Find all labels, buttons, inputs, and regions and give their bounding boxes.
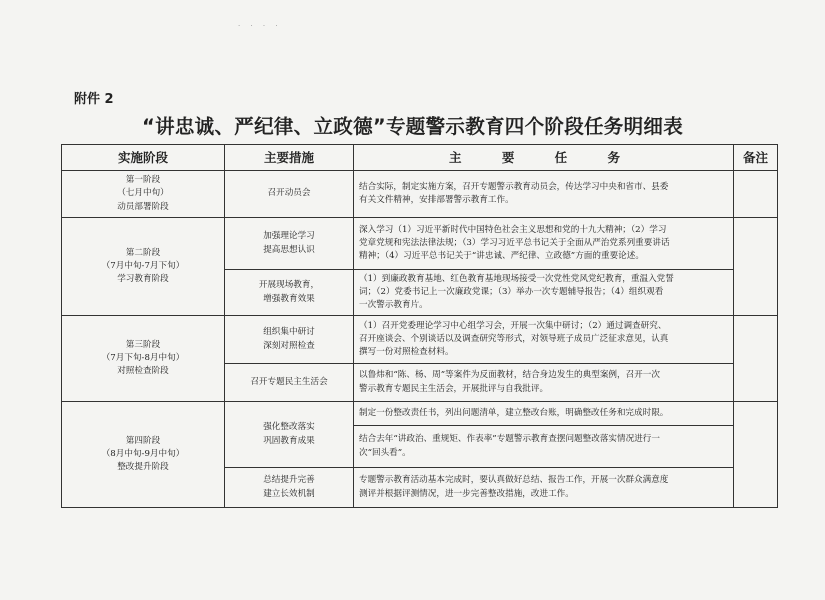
- task-line: 一次警示教育片。: [359, 300, 428, 311]
- measure-line: 加强理论学习: [263, 231, 315, 242]
- task-line: 专题警示教育活动基本完成时，要认真做好总结、报告工作，开展一次群众满意度: [359, 475, 669, 486]
- stage-cell: [62, 402, 225, 508]
- stage-line: 第四阶段: [125, 435, 161, 446]
- task-line: 召开座谈会、个别谈话以及调查研究等形式，对领导班子成员广泛征求意见，认真: [359, 333, 669, 344]
- task-cell: [354, 171, 734, 218]
- task-cell: [354, 316, 734, 364]
- task-line: 结合去年“讲政治、重规矩、作表率”专题警示教育查摆问题整改落实情况进行一: [359, 434, 660, 445]
- table-row: [62, 171, 778, 218]
- measure-line: 组织集中研讨: [263, 327, 315, 338]
- task-line: 次“回头看”。: [359, 447, 411, 458]
- note-cell: [734, 402, 778, 508]
- measure-line: 开展现场教育，: [258, 280, 320, 291]
- task-cell: [354, 364, 734, 402]
- measure-line: 建立长效机制: [263, 488, 315, 499]
- stage-line: 整改提升阶段: [117, 462, 169, 473]
- measure-line: 提高思想认识: [263, 244, 315, 255]
- column-header-notes: 备注: [734, 145, 778, 171]
- column-header-tasks: 主 要 任 务: [354, 145, 734, 171]
- task-line: 警示教育专题民主生活会，开展批评与自我批评。: [359, 383, 549, 394]
- table-row: [62, 402, 778, 426]
- stage-line: 第三阶段: [125, 339, 161, 350]
- measure-line: 总结提升完善: [263, 475, 315, 486]
- measure-line: 召开专题民主生活会: [250, 376, 328, 387]
- task-table: [61, 144, 778, 508]
- measure-cell: [225, 316, 354, 364]
- table-row: [62, 316, 778, 364]
- task-line: 词；（2）党委书记上一次廉政党课；（3）举办一次专题辅导报告；（4）组织观看: [359, 286, 664, 297]
- measure-cell: [225, 270, 354, 316]
- measure-line: 巩固教育成果: [263, 435, 315, 446]
- column-header-measures: 主要措施: [225, 145, 354, 171]
- task-cell: [354, 402, 734, 426]
- stage-line: （7月中旬-7月下旬）: [101, 260, 185, 271]
- task-line: （1）到廉政教育基地、红色教育基地现场接受一次党性党风党纪教育，重温入党誓: [359, 273, 674, 284]
- measure-line: 增强教育效果: [263, 293, 315, 304]
- measure-cell: [225, 218, 354, 270]
- note-cell: [734, 316, 778, 402]
- task-line: 制定一份整改责任书，列出问题清单，建立整改台账，明确整改任务和完成时限。: [359, 407, 669, 418]
- stage-cell: [62, 316, 225, 402]
- task-line: 以鲁炜和“陈、杨、周”等案件为反面教材，结合身边发生的典型案例，召开一次: [359, 370, 660, 381]
- page-title: “讲忠诚、严纪律、立政德”专题警示教育四个阶段任务明细表: [141, 115, 684, 138]
- task-line: （1）召开党委理论学习中心组学习会，开展一次集中研讨；（2）通过调查研究、: [359, 320, 667, 331]
- column-header-stage: 实施阶段: [62, 145, 225, 171]
- task-line: 撰写一份对照检查材料。: [359, 347, 454, 358]
- task-line: 党章党规和宪法法律法规；（3）学习习近平总书记关于全面从严治党系列重要讲话: [359, 237, 670, 248]
- stage-line: 动员部署阶段: [117, 201, 169, 212]
- stage-line: （七月中旬）: [117, 188, 169, 199]
- measure-cell: [225, 468, 354, 508]
- measure-cell: [225, 402, 354, 468]
- measure-line: 强化整改落实: [263, 422, 315, 433]
- stage-line: （8月中旬-9月中旬）: [101, 448, 185, 459]
- measure-cell: [225, 171, 354, 218]
- note-cell: [734, 218, 778, 316]
- task-line: 有关文件精神，安排部署警示教育工作。: [359, 195, 514, 205]
- task-line: 精神；（4）习近平总书记关于“讲忠诚、严纪律、立政德”方面的重要论述。: [359, 251, 644, 262]
- task-cell: [354, 270, 734, 316]
- task-line: 测评并根据评测情况，进一步完善整改措施，改进工作。: [359, 488, 574, 499]
- task-cell: [354, 468, 734, 508]
- stage-line: （7月下旬-8月中旬）: [101, 352, 185, 363]
- stage-line: 学习教育阶段: [117, 274, 169, 285]
- scan-marks: · · · ·: [238, 22, 282, 30]
- stage-cell: [62, 218, 225, 316]
- task-cell: [354, 426, 734, 468]
- stage-line: 对照检查阶段: [117, 366, 169, 377]
- stage-cell: [62, 171, 225, 218]
- stage-line: 第一阶段: [125, 175, 161, 186]
- stage-line: 第二阶段: [125, 247, 161, 258]
- header-row: [62, 145, 778, 171]
- measure-line: 深刻对照检查: [263, 340, 315, 351]
- note-cell: [734, 171, 778, 218]
- task-cell: [354, 218, 734, 270]
- task-line: 结合实际，制定实施方案，召开专题警示教育动员会，传达学习中央和省市、县委: [359, 181, 669, 192]
- table-row: [62, 218, 778, 270]
- attachment-label: 附件 2: [74, 92, 114, 107]
- task-line: 深入学习（1）习近平新时代中国特色社会主义思想和党的十九大精神；（2）学习: [359, 224, 667, 235]
- measure-cell: [225, 364, 354, 402]
- measure-line: 召开动员会: [267, 188, 311, 199]
